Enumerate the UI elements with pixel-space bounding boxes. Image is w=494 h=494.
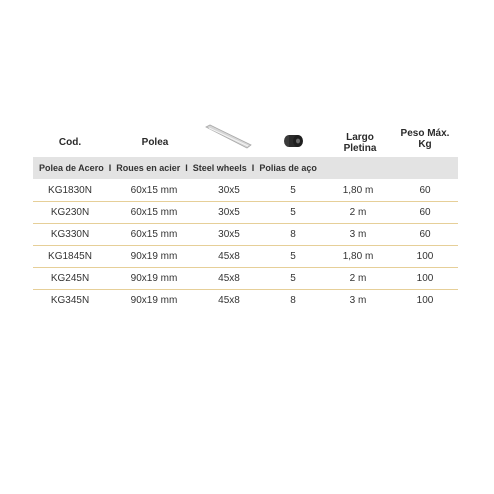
cell-peso: 100 [416, 295, 434, 306]
cell-largo: 1,80 m [342, 185, 374, 196]
table-row [33, 246, 458, 268]
band-label-pt: Polias de aço [259, 163, 317, 173]
cell-largo: 2 m [349, 207, 367, 218]
cell-peso: 100 [416, 251, 434, 262]
cell-polea: 60x15 mm [130, 185, 178, 196]
header-largo-pletina [330, 132, 390, 154]
cell-polea: 60x15 mm [130, 207, 178, 218]
cell-cod: KG1845N [48, 251, 92, 262]
band-label-fr: Roues en acier [116, 163, 181, 173]
cell-largo: 2 m [349, 273, 367, 284]
header-peso-max [392, 128, 458, 150]
rail-profile-icon [205, 124, 253, 150]
cell-cod: KG1830N [48, 185, 92, 196]
header-peso-line2: Kg [418, 139, 432, 150]
band-label-en: Steel wheels [192, 163, 247, 173]
cell-polias: 5 [290, 273, 296, 284]
cell-peso: 100 [416, 273, 434, 284]
cell-steel: 30x5 [218, 229, 240, 240]
header-largo-line1: Largo [346, 132, 374, 143]
cell-largo: 1,80 m [342, 251, 374, 262]
header-peso-line1: Peso Máx. [400, 128, 450, 139]
cell-cod: KG245N [50, 273, 90, 284]
cell-polias: 5 [290, 251, 296, 262]
cell-polea: 90x19 mm [130, 295, 178, 306]
band-label-es: Polea de Acero [39, 163, 104, 173]
category-band [33, 157, 458, 179]
cell-largo: 3 m [349, 295, 367, 306]
table-row [33, 290, 458, 311]
cell-steel: 45x8 [218, 251, 240, 262]
cell-polias: 5 [290, 207, 296, 218]
cell-largo: 3 m [349, 229, 367, 240]
cell-peso: 60 [419, 185, 431, 196]
table-row [33, 268, 458, 290]
cell-steel: 30x5 [218, 207, 240, 218]
band-separator: I [108, 163, 112, 173]
table-row [33, 180, 458, 202]
cell-steel: 30x5 [218, 185, 240, 196]
cell-steel: 45x8 [218, 295, 240, 306]
cell-peso: 60 [419, 229, 431, 240]
cell-polea: 90x19 mm [130, 251, 178, 262]
header-largo-line2: Pletina [343, 143, 377, 154]
cell-cod: KG330N [50, 229, 90, 240]
table-row [33, 224, 458, 246]
cell-polias: 8 [290, 229, 296, 240]
cell-polias: 8 [290, 295, 296, 306]
pulley-wheel-icon [282, 132, 304, 150]
cell-polea: 60x15 mm [130, 229, 178, 240]
cell-peso: 60 [419, 207, 431, 218]
table-row [33, 202, 458, 224]
cell-steel: 45x8 [218, 273, 240, 284]
header-polea: Polea [141, 137, 169, 148]
band-separator: I [251, 163, 255, 173]
cell-polias: 5 [290, 185, 296, 196]
header-cod: Cod. [58, 137, 82, 148]
cell-cod: KG230N [50, 207, 90, 218]
cell-cod: KG345N [50, 295, 90, 306]
cell-polea: 90x19 mm [130, 273, 178, 284]
band-separator: I [185, 163, 188, 173]
